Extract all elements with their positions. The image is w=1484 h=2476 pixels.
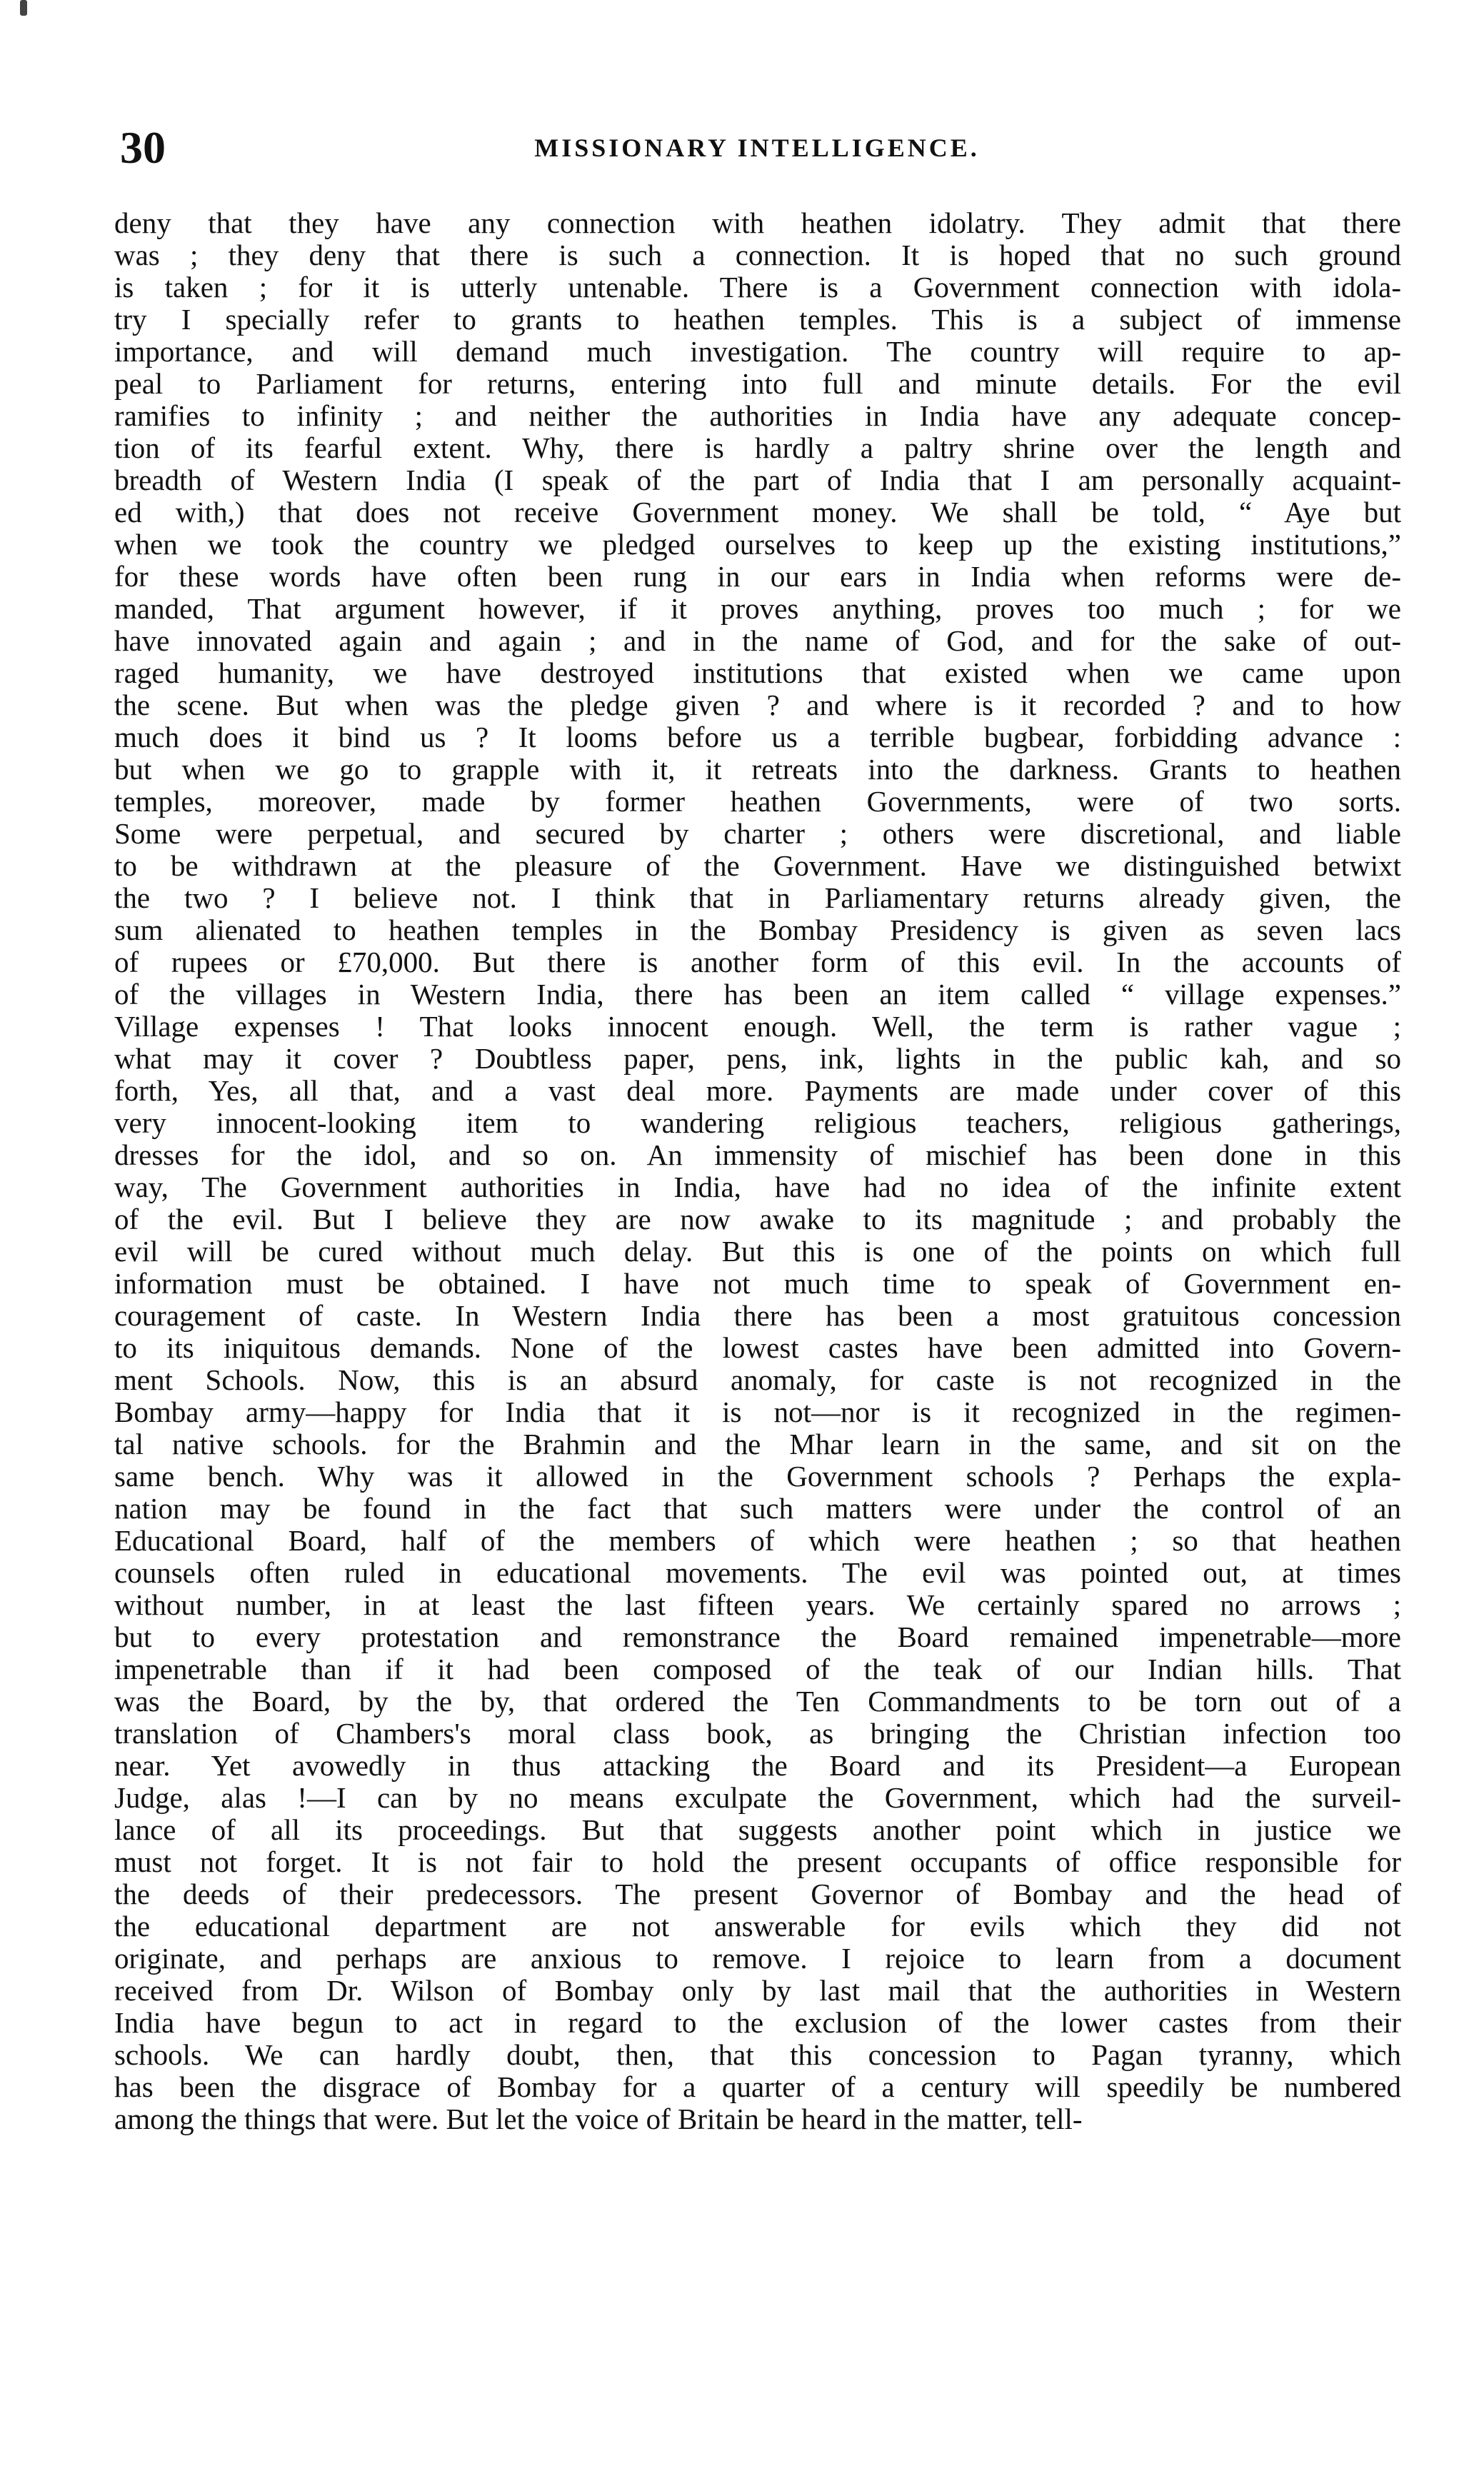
text-line: same bench. Why was it allowed in the Government schools ? Perhaps the expla- — [114, 1460, 1401, 1493]
text-line: importance, and will demand much investigation. The country will require to ap- — [114, 336, 1401, 368]
text-line: the two ? I believe not. I think that in Parliamentary returns already given, the — [114, 882, 1401, 914]
text-line: ramifies to infinity ; and neither the authorities in India have any adequate concep- — [114, 400, 1401, 432]
text-line: ed with,) that does not receive Government money. We shall be told, “ Aye but — [114, 496, 1401, 528]
page-number: 30 — [120, 122, 166, 173]
text-line: has been the disgrace of Bombay for a quarter of a century will speedily be numbered — [114, 2071, 1401, 2103]
text-line: couragement of caste. In Western India there has been a most gratuitous concession — [114, 1300, 1401, 1332]
text-line: received from Dr. Wilson of Bombay only by last mail that the authorities in Western — [114, 1975, 1401, 2007]
text-line: breadth of Western India (I speak of the part of India that I am personally acquaint- — [114, 464, 1401, 496]
text-line: Bombay army—happy for India that it is not—nor is it recognized in the regimen- — [114, 1396, 1401, 1428]
text-line: of the villages in Western India, there has been an item called “ village expenses.” — [114, 978, 1401, 1011]
running-head: MISSIONARY INTELLIGENCE. — [534, 134, 980, 162]
text-line: have innovated again and again ; and in the name of God, and for the sake of out- — [114, 625, 1401, 657]
text-line: try I specially refer to grants to heathen temples. This is a subject of immense — [114, 304, 1401, 336]
text-line: tal native schools. for the Brahmin and the Mhar learn in the same, and sit on the — [114, 1428, 1401, 1460]
text-line: without number, in at least the last fifteen years. We certainly spared no arrows ; — [114, 1589, 1401, 1621]
text-line: ment Schools. Now, this is an absurd anomaly, for caste is not recognized in the — [114, 1364, 1401, 1396]
text-line: Educational Board, half of the members of which were heathen ; so that heathen — [114, 1525, 1401, 1557]
text-line: Judge, alas !—I can by no means exculpate the Government, which had the surveil- — [114, 1782, 1401, 1814]
text-line: India have begun to act in regard to the exclusion of the lower castes from their — [114, 2007, 1401, 2039]
scan-mark — [20, 0, 27, 16]
text-line: must not forget. It is not fair to hold the present occupants of office responsible for — [114, 1846, 1401, 1878]
text-line: was ; they deny that there is such a connection. It is hoped that no such ground — [114, 239, 1401, 271]
text-line: originate, and perhaps are anxious to remove. I rejoice to learn from a document — [114, 1943, 1401, 1975]
text-line: is taken ; for it is utterly untenable. There is a Government connection with idola- — [114, 271, 1401, 304]
text-line: way, The Government authorities in India, have had no idea of the infinite extent — [114, 1171, 1401, 1203]
text-line: evil will be cured without much delay. But this is one of the points on which full — [114, 1236, 1401, 1268]
text-line: dresses for the idol, and so on. An immensity of mischief has been done in this — [114, 1139, 1401, 1171]
text-line: but when we go to grapple with it, it retreats into the darkness. Grants to heathen — [114, 753, 1401, 786]
text-line: the educational department are not answerable for evils which they did not — [114, 1910, 1401, 1943]
text-line: of the evil. But I believe they are now awake to its magnitude ; and probably the — [114, 1203, 1401, 1236]
text-line: when we took the country we pledged ourselves to keep up the existing institutions,” — [114, 528, 1401, 561]
text-line: the deeds of their predecessors. The present Governor of Bombay and the head of — [114, 1878, 1401, 1910]
text-line: but to every protestation and remonstrance the Board remained impenetrable—more — [114, 1621, 1401, 1653]
text-line: manded, That argument however, if it proves anything, proves too much ; for we — [114, 593, 1401, 625]
text-line: raged humanity, we have destroyed institutions that existed when we came upon — [114, 657, 1401, 689]
text-line: counsels often ruled in educational movements. The evil was pointed out, at times — [114, 1557, 1401, 1589]
text-line: Some were perpetual, and secured by charter ; others were discretional, and liable — [114, 818, 1401, 850]
page-header — [114, 116, 1400, 180]
text-line: the scene. But when was the pledge given ? and where is it recorded ? and to how — [114, 689, 1401, 721]
text-line: deny that they have any connection with heathen idolatry. They admit that there — [114, 207, 1401, 239]
text-line: sum alienated to heathen temples in the Bombay Presidency is given as seven lacs — [114, 914, 1401, 946]
text-line: to be withdrawn at the pleasure of the Government. Have we distinguished betwixt — [114, 850, 1401, 882]
text-line: of rupees or £70,000. But there is another form of this evil. In the accounts of — [114, 946, 1401, 978]
text-line: tion of its fearful extent. Why, there is hardly a paltry shrine over the length and — [114, 432, 1401, 464]
text-line: information must be obtained. I have not much time to speak of Government en- — [114, 1268, 1401, 1300]
text-line: among the things that were. But let the voice of Britain be heard in the matter, tell- — [114, 2103, 1083, 2135]
text-line: near. Yet avowedly in thus attacking the Board and its President—a European — [114, 1750, 1401, 1782]
text-line: was the Board, by the by, that ordered the Ten Commandments to be torn out of a — [114, 1685, 1401, 1718]
text-line: impenetrable than if it had been composed of the teak of our Indian hills. That — [114, 1653, 1401, 1685]
text-line: for these words have often been rung in our ears in India when reforms were de- — [114, 561, 1401, 593]
body-paragraph — [114, 207, 1401, 2135]
text-line: very innocent-looking item to wandering religious teachers, religious gatherings, — [114, 1107, 1401, 1139]
text-line: much does it bind us ? It looms before us a terrible bugbear, forbidding advance : — [114, 721, 1401, 753]
text-line: to its iniquitous demands. None of the lowest castes have been admitted into Govern- — [114, 1332, 1401, 1364]
text-line: Village expenses ! That looks innocent enough. Well, the term is rather vague ; — [114, 1011, 1401, 1043]
text-line: lance of all its proceedings. But that suggests another point which in justice we — [114, 1814, 1401, 1846]
text-line: schools. We can hardly doubt, then, that this concession to Pagan tyranny, which — [114, 2039, 1401, 2071]
text-line: temples, moreover, made by former heathen Governments, were of two sorts. — [114, 786, 1401, 818]
text-line: peal to Parliament for returns, entering into full and minute details. For the evil — [114, 368, 1401, 400]
text-line: nation may be found in the fact that such matters were under the control of an — [114, 1493, 1401, 1525]
text-line: forth, Yes, all that, and a vast deal more. Payments are made under cover of this — [114, 1075, 1401, 1107]
text-line: translation of Chambers's moral class book, as bringing the Christian infection too — [114, 1718, 1401, 1750]
text-line: what may it cover ? Doubtless paper, pens, ink, lights in the public kah, and so — [114, 1043, 1401, 1075]
